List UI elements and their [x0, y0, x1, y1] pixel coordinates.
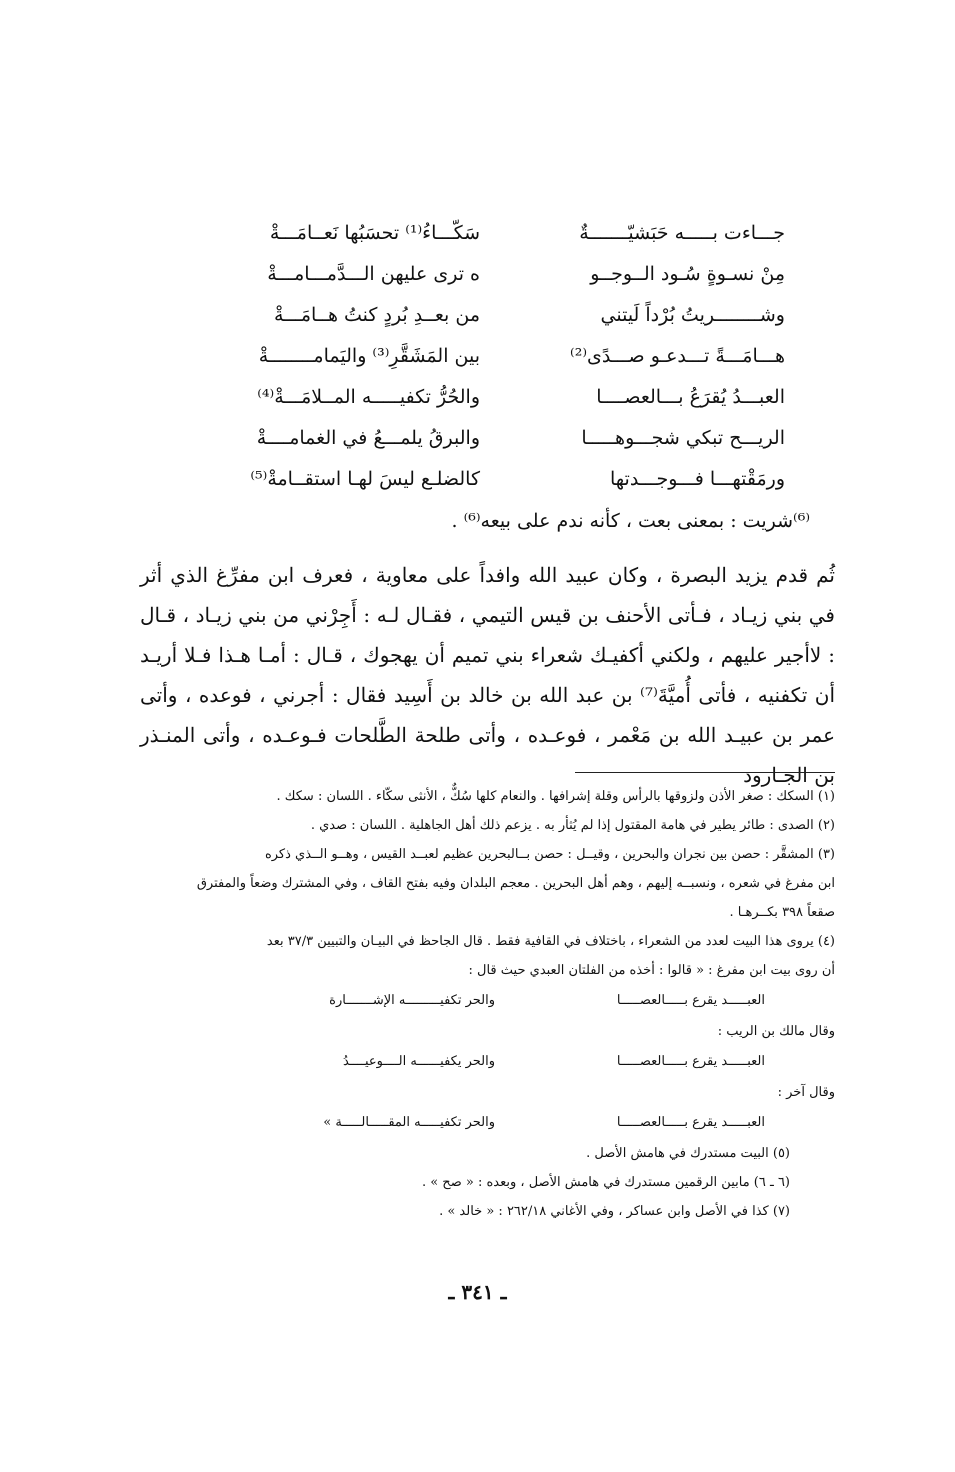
footnote-verse-second: والحر تكفيـــــه المقـــــالـــــة »: [323, 1115, 495, 1130]
verse-second-hemistich: ه ترى عليهن الـــدَّمـــامـــةْ: [267, 262, 480, 285]
poem-verse: [215, 417, 785, 458]
inline-note: ⁽⁶⁾شريت : بمعنى بعت ، كأنه ندم على بيعه⁽⁶⁾ .: [451, 510, 810, 532]
verse-first-hemistich: ورمَقْتهـــا فـــوجـــدتها: [609, 467, 785, 490]
verse-second-hemistich: كالضلـع ليسَ لهـا استقــامةْ⁽⁵⁾: [250, 467, 480, 490]
verse-second-hemistich: والبرقُ يلمـــعُ في الغمامــــةْ: [256, 426, 480, 449]
footnote-3: (٣) المشقَّر : حصن بين نجران والبحرين ، وقيــل : حصن بــالبحرين عظيم لعبــد القيس ، وهــو الــذي ذكره: [264, 847, 835, 862]
poem-verse: [215, 458, 785, 499]
poem-verse: [215, 212, 785, 253]
verse-second-hemistich: بين المَشَقَّرِ⁽³⁾ واليَمامــــــــةْ: [258, 344, 480, 367]
verse-first-hemistich: مِنْ نسـوةٍ سُـود الــوجــو: [590, 262, 785, 285]
verse-first-hemistich: وشــــــــريتُ بُرْداً لَيتني: [600, 303, 785, 326]
footnote-verse-second: والحر يكفيــــــه الــــوعيــــدُ: [342, 1054, 495, 1069]
footnote-verse-first: العبـــــد يقرع بـــــالعصـــــا: [616, 1115, 765, 1130]
footnote-2: (٢) الصدى : طائر يطير في هامة المقتول إذا لم يُثأر به . يزعم ذلك أهل الجاهلية . اللسان : صدي .: [310, 818, 835, 833]
poem-verse: [215, 253, 785, 294]
footnote-verse-first: العبـــــد يقرع بـــــالعصـــــا: [616, 993, 765, 1008]
body-paragraph: [140, 555, 835, 795]
poem-block: [215, 212, 785, 499]
footnote-7: (٧) كذا في الأصل وابن عساكر ، وفي الأغاني ٢٦٢/١٨ : « خالد » .: [439, 1204, 790, 1219]
verse-second-hemistich: سَكّـــاءُ⁽¹⁾ تحسَبُها نَعــامَـــةْ: [269, 221, 480, 244]
footnote-divider: [575, 772, 835, 773]
paragraph-text: ثُم قدم يزيد البصرة ، وكان عبيد الله وافداً على معاوية ، فعرف ابن مفرِّغ الذي أثر في بني زيـاد ، فـأتى الأحنف بن قيس التيمي ، فقـال لـه : أَجِرْني من بني زيـاد ، قـال : لاأجير عليهم ، ولكني أكفيـك شعراء بني تميم أن يهجوك ، قـال : أمـا هـذا فـلا أريـد أن تكفنيه ، فأتى أُميَّةَ⁽⁷⁾ بن عبد الله بن خالد بن أَسِيد فقال : أجرني ، فوعده ، وأتى عمر بن عبيـد الله بن مَعْمر ، فوعـده ، وأتى طلحة الطَّلحات فـوعـده ، وأتى المنـذر بن الجـارود: [140, 563, 836, 787]
footnote-4: (٤) يروى هذا البيت لعدد من الشعراء ، باختلاف في القافية فقط . قال الجاحظ في البيـان والتبيين ٣٧/٣ بعد: [266, 934, 835, 949]
footnote-3-continued: ابن مفرغ في شعره ، ونسبــه إليهم ، وهم أهل البحرين . معجم البلدان وفيه بفتح القاف ، وفي المشترك وضعاً والمفترق: [196, 876, 835, 891]
page-number: ـ ٣٤١ ـ: [448, 1280, 507, 1304]
verse-first-hemistich: الريـــح تبكي شجـــوهـــــا: [581, 426, 785, 449]
footnote-verse-first: العبـــــد يقرع بـــــالعصـــــا: [616, 1054, 765, 1069]
footnote-verse: [140, 1107, 835, 1139]
verse-second-hemistich: من بعــدِ بُردٍ كنتُ هــامَـــةْ: [273, 303, 480, 326]
poem-verse: [215, 376, 785, 417]
footnote-6: (٦ ـ ٦) مابين الرقمين مستدرك في هامش الأصل ، وبعده : « صح » .: [421, 1175, 790, 1190]
footnote-verse-second: والحر تكفيـــــــــه الإشـــــــارة: [329, 993, 495, 1008]
footnote-verse: [140, 985, 835, 1017]
footnote-1: (١) السكك : صغر الأذن ولزوقها بالرأس وقلة إشرافها . والنعام كلها سُكٌّ ، الأنثى سكّاء . اللسان : سكك .: [276, 789, 835, 804]
verse-first-hemistich: جـــاءت بـــــه حَبَشيّـــــــةٌ: [579, 221, 785, 244]
footnote-5: (٥) البيت مستدرك في هامش الأصل .: [586, 1146, 790, 1161]
verse-second-hemistich: والحُرُّ تكفيـــــه المــلامَـــةْ⁽⁴⁾: [257, 385, 480, 408]
footnote-3-continued: صقعاً ٣٩٨ بكــرهـا .: [729, 905, 835, 920]
poem-verse: [215, 335, 785, 376]
footnote-verse: [140, 1046, 835, 1078]
poem-verse: [215, 294, 785, 335]
footnotes-section: [140, 782, 835, 1226]
verse-first-hemistich: هـــامَـــةً تـــدعـو صـــدًى⁽²⁾: [570, 344, 785, 367]
footnote-attribution: وقال آخر :: [777, 1085, 835, 1100]
footnote-attribution: وقال مالك بن الريب :: [717, 1024, 835, 1039]
footnote-4-continued: أن روى بيت ابن مفرغ : « قالوا : أخذه من الفلتان العبدي حيث قال :: [468, 963, 835, 978]
verse-first-hemistich: العبـــدُ يُقرَعُ بـــالعصــــا: [596, 385, 785, 408]
